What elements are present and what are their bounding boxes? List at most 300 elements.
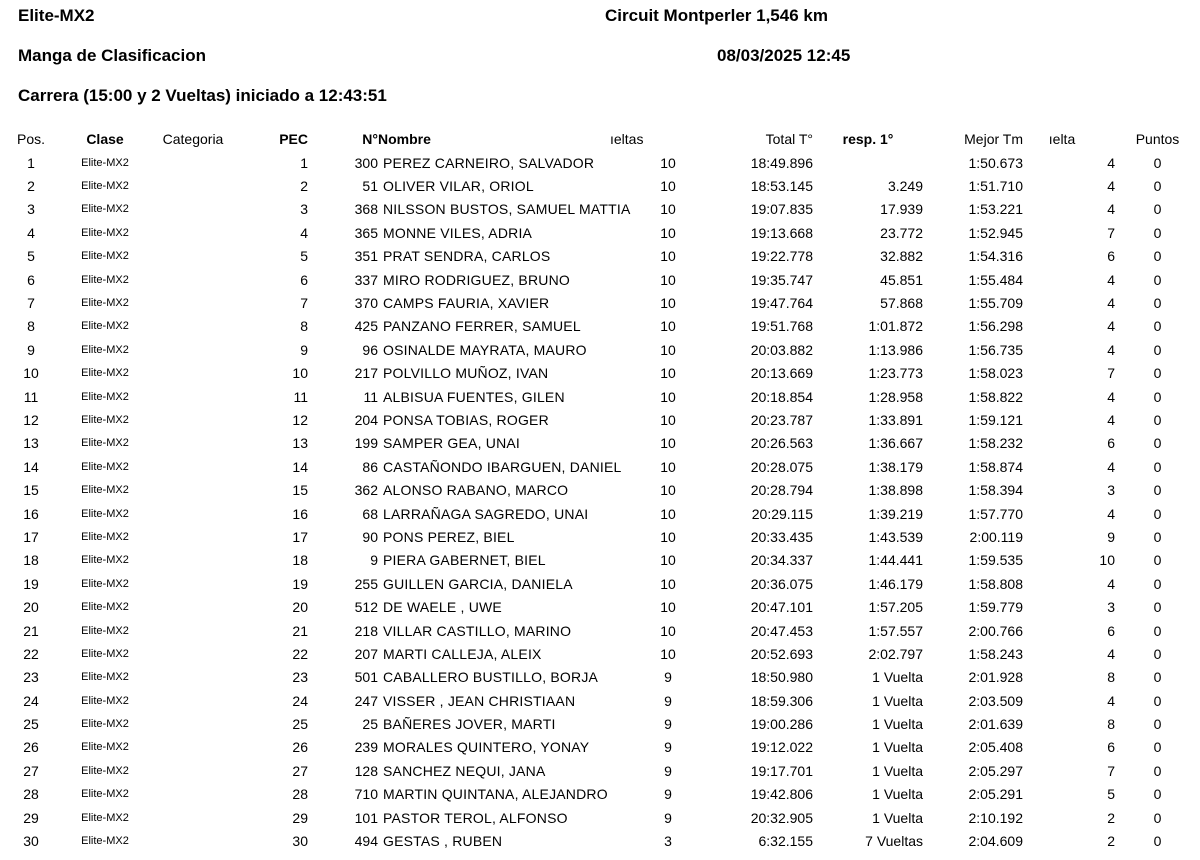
cell-resp: 32.882: [880, 248, 923, 265]
cell-clase: Elite-MX2: [81, 624, 129, 637]
cell-nombre: POLVILLO MUÑOZ, IVAN: [383, 365, 549, 382]
cell-vueltas: 10: [660, 599, 676, 616]
col-header-pec: PEC: [279, 131, 308, 147]
cell-pec: 23: [292, 669, 308, 686]
cell-pos: 17: [23, 528, 39, 545]
cell-vueltas: 10: [660, 224, 676, 241]
table-row: [0, 174, 1200, 197]
cell-puntos: 0: [1153, 762, 1162, 779]
cell-nombre: VISSER , JEAN CHRISTIAAN: [383, 692, 576, 709]
cell-vueltas: 9: [664, 692, 672, 709]
circuit-name: Circuit Montperler 1,546 km: [605, 6, 828, 25]
cell-clase: Elite-MX2: [81, 577, 129, 590]
cell-mejor: 1:55.709: [968, 295, 1023, 312]
cell-vuelta: 4: [1107, 341, 1115, 358]
cell-num: 710: [354, 786, 378, 803]
cell-resp: 3.249: [887, 178, 923, 195]
cell-puntos: 0: [1153, 645, 1162, 662]
cell-pos: 14: [23, 458, 39, 475]
table-row: [0, 759, 1200, 782]
cell-vueltas: 9: [664, 669, 672, 686]
cell-vuelta: 4: [1107, 201, 1115, 218]
table-row: [0, 362, 1200, 385]
table-row: [0, 549, 1200, 572]
cell-total: 20:13.669: [750, 365, 813, 382]
cell-puntos: 0: [1153, 318, 1162, 335]
cell-pos: 7: [27, 295, 35, 312]
cell-num: 204: [354, 411, 378, 428]
cell-puntos: 0: [1153, 786, 1162, 803]
table-row: [0, 736, 1200, 759]
cell-total: 18:59.306: [750, 692, 813, 709]
cell-vuelta: 2: [1107, 809, 1115, 826]
cell-puntos: 0: [1153, 833, 1162, 850]
cell-vueltas: 10: [660, 528, 676, 545]
cell-vueltas: 10: [660, 388, 676, 405]
cell-vueltas: 10: [660, 341, 676, 358]
session-name: Manga de Clasificacion: [18, 46, 206, 65]
cell-vueltas: 10: [660, 622, 676, 639]
cell-vueltas: 9: [664, 786, 672, 803]
cell-vueltas: 10: [660, 248, 676, 265]
cell-puntos: 0: [1153, 505, 1162, 522]
cell-total: 20:32.905: [750, 809, 813, 826]
cell-vuelta: 4: [1107, 575, 1115, 592]
cell-num: 368: [354, 201, 378, 218]
cell-total: 20:47.453: [750, 622, 813, 639]
cell-nombre: CASTAÑONDO IBARGUEN, DANIEL: [383, 458, 622, 475]
cell-resp: 57.868: [880, 295, 923, 312]
cell-puntos: 0: [1153, 809, 1162, 826]
cell-resp: 1 Vuelta: [872, 786, 923, 803]
cell-num: 300: [354, 154, 378, 171]
cell-resp: 1:57.557: [868, 622, 923, 639]
cell-clase: Elite-MX2: [81, 203, 129, 216]
cell-vueltas: 10: [660, 318, 676, 335]
table-row: [0, 806, 1200, 829]
cell-resp: 1 Vuelta: [872, 692, 923, 709]
cell-mejor: 1:58.874: [968, 458, 1023, 475]
cell-resp: 45.851: [880, 271, 923, 288]
cell-nombre: PRAT SENDRA, CARLOS: [383, 248, 551, 265]
cell-categoria: [148, 689, 238, 712]
cell-resp: 1 Vuelta: [872, 716, 923, 733]
cell-vueltas: 10: [660, 154, 676, 171]
cell-nombre: GESTAS , RUBEN: [383, 833, 503, 850]
cell-vuelta: 6: [1107, 435, 1115, 452]
cell-vueltas: 10: [660, 178, 676, 195]
cell-total: 20:34.337: [750, 552, 813, 569]
cell-total: 20:33.435: [750, 528, 813, 545]
cell-pos: 25: [23, 716, 39, 733]
cell-pec: 10: [292, 365, 308, 382]
table-row: [0, 525, 1200, 548]
cell-clase: Elite-MX2: [81, 835, 129, 848]
cell-total: 20:23.787: [750, 411, 813, 428]
cell-mejor: 1:58.394: [968, 482, 1023, 499]
cell-mejor: 1:50.673: [968, 154, 1023, 171]
cell-pec: 25: [292, 716, 308, 733]
table-row: [0, 712, 1200, 735]
cell-num: 247: [354, 692, 378, 709]
table-row: [0, 245, 1200, 268]
cell-clase: Elite-MX2: [81, 741, 129, 754]
results-body: [0, 151, 1200, 853]
cell-pos: 6: [27, 271, 35, 288]
cell-categoria: [148, 502, 238, 525]
cell-num: 11: [363, 388, 378, 405]
cell-pos: 1: [27, 154, 35, 171]
cell-total: 6:32.155: [758, 833, 813, 850]
cell-resp: 7 Vueltas: [865, 833, 923, 850]
cell-vuelta: 3: [1107, 599, 1115, 616]
cell-num: 96: [362, 341, 378, 358]
cell-num: 362: [354, 482, 378, 499]
cell-total: 19:51.768: [750, 318, 813, 335]
cell-pos: 24: [23, 692, 39, 709]
cell-pos: 23: [23, 669, 39, 686]
cell-puntos: 0: [1153, 739, 1162, 756]
cell-pos: 8: [27, 318, 35, 335]
cell-mejor: 1:56.735: [968, 341, 1023, 358]
cell-resp: 1 Vuelta: [872, 762, 923, 779]
cell-num: 207: [354, 645, 378, 662]
cell-categoria: [148, 245, 238, 268]
table-row: [0, 408, 1200, 431]
cell-vuelta: 4: [1107, 295, 1115, 312]
cell-pec: 4: [300, 224, 308, 241]
cell-clase: Elite-MX2: [81, 226, 129, 239]
cell-vuelta: 6: [1107, 739, 1115, 756]
cell-mejor: 1:53.221: [968, 201, 1023, 218]
cell-pos: 27: [23, 762, 39, 779]
cell-total: 19:47.764: [750, 295, 813, 312]
cell-num: 494: [354, 833, 378, 850]
cell-pec: 21: [292, 622, 308, 639]
cell-num: 25: [362, 716, 378, 733]
cell-num: 86: [362, 458, 378, 475]
cell-total: 20:28.075: [750, 458, 813, 475]
cell-vueltas: 10: [660, 505, 676, 522]
cell-nombre: MARTI CALLEJA, ALEIX: [383, 645, 542, 662]
cell-pec: 1: [300, 154, 308, 171]
cell-resp: 17.939: [880, 201, 923, 218]
cell-total: 20:52.693: [750, 645, 813, 662]
cell-puntos: 0: [1153, 435, 1162, 452]
cell-num: 425: [354, 318, 378, 335]
results-table: [0, 127, 1200, 853]
cell-clase: Elite-MX2: [81, 788, 129, 801]
cell-clase: Elite-MX2: [81, 320, 129, 333]
cell-mejor: 1:59.535: [968, 552, 1023, 569]
cell-resp: 1:28.958: [868, 388, 923, 405]
cell-puntos: 0: [1153, 178, 1162, 195]
cell-vuelta: 4: [1107, 388, 1115, 405]
cell-num: 90: [362, 528, 378, 545]
cell-pec: 15: [292, 482, 308, 499]
cell-clase: Elite-MX2: [81, 764, 129, 777]
cell-vueltas: 10: [660, 365, 676, 382]
cell-pos: 10: [23, 365, 39, 382]
cell-puntos: 0: [1153, 295, 1162, 312]
cell-num: 51: [362, 178, 378, 195]
cell-nombre: LARRAÑAGA SAGREDO, UNAI: [383, 505, 589, 522]
col-header-vuelta: ıelta: [1048, 131, 1076, 147]
cell-pos: 15: [23, 482, 39, 499]
cell-pec: 7: [300, 295, 308, 312]
event-name: Elite-MX2: [18, 6, 95, 25]
cell-resp: 23.772: [880, 224, 923, 241]
cell-categoria: [148, 666, 238, 689]
table-row: [0, 455, 1200, 478]
cell-categoria: [148, 806, 238, 829]
cell-pec: 3: [300, 201, 308, 218]
cell-vueltas: 10: [660, 295, 676, 312]
cell-vueltas: 9: [664, 739, 672, 756]
cell-nombre: PONSA TOBIAS, ROGER: [383, 411, 549, 428]
cell-resp: 1:33.891: [868, 411, 923, 428]
cell-num: 128: [354, 762, 378, 779]
cell-categoria: [148, 221, 238, 244]
cell-vuelta: 7: [1107, 762, 1115, 779]
cell-mejor: 2:10.192: [968, 809, 1023, 826]
table-row: [0, 338, 1200, 361]
cell-pos: 5: [27, 248, 35, 265]
cell-num: 337: [354, 271, 378, 288]
table-row: [0, 268, 1200, 291]
cell-clase: Elite-MX2: [81, 647, 129, 660]
cell-vueltas: 10: [660, 201, 676, 218]
cell-clase: Elite-MX2: [81, 811, 129, 824]
cell-num: 101: [354, 809, 378, 826]
cell-mejor: 2:05.297: [968, 762, 1023, 779]
cell-pec: 26: [292, 739, 308, 756]
cell-vueltas: 3: [664, 833, 672, 850]
cell-pec: 8: [300, 318, 308, 335]
cell-nombre: SAMPER GEA, UNAI: [383, 435, 521, 452]
cell-total: 20:28.794: [750, 482, 813, 499]
table-row: [0, 315, 1200, 338]
cell-puntos: 0: [1153, 692, 1162, 709]
cell-categoria: [148, 736, 238, 759]
cell-num: 370: [354, 295, 378, 312]
cell-vuelta: 5: [1107, 786, 1115, 803]
cell-vuelta: 8: [1107, 669, 1115, 686]
cell-resp: 1 Vuelta: [872, 809, 923, 826]
cell-vueltas: 10: [660, 411, 676, 428]
cell-total: 19:12.022: [750, 739, 813, 756]
table-row: [0, 619, 1200, 642]
cell-vuelta: 10: [1099, 552, 1115, 569]
cell-pos: 3: [27, 201, 35, 218]
cell-pos: 16: [23, 505, 39, 522]
cell-num: 351: [354, 248, 378, 265]
cell-puntos: 0: [1153, 248, 1162, 265]
cell-mejor: 2:05.408: [968, 739, 1023, 756]
cell-vuelta: 4: [1107, 271, 1115, 288]
cell-resp: 1:38.898: [868, 482, 923, 499]
cell-total: 19:00.286: [750, 716, 813, 733]
cell-mejor: 1:59.779: [968, 599, 1023, 616]
cell-mejor: 1:56.298: [968, 318, 1023, 335]
cell-mejor: 1:58.023: [968, 365, 1023, 382]
cell-resp: 1:57.205: [868, 599, 923, 616]
cell-puntos: 0: [1153, 224, 1162, 241]
table-row: [0, 689, 1200, 712]
cell-puntos: 0: [1153, 271, 1162, 288]
cell-categoria: [148, 783, 238, 806]
cell-pec: 13: [292, 435, 308, 452]
cell-nombre: PASTOR TEROL, ALFONSO: [383, 809, 568, 826]
cell-pos: 18: [23, 552, 39, 569]
cell-mejor: 2:05.291: [968, 786, 1023, 803]
cell-nombre: VILLAR CASTILLO, MARINO: [383, 622, 572, 639]
cell-puntos: 0: [1153, 154, 1162, 171]
cell-categoria: [148, 291, 238, 314]
cell-num: 199: [354, 435, 378, 452]
cell-categoria: [148, 338, 238, 361]
cell-nombre: ALBISUA FUENTES, GILEN: [383, 388, 565, 405]
cell-total: 19:07.835: [750, 201, 813, 218]
cell-nombre: MONNE VILES, ADRIA: [383, 224, 533, 241]
cell-clase: Elite-MX2: [81, 460, 129, 473]
cell-total: 19:35.747: [750, 271, 813, 288]
cell-puntos: 0: [1153, 341, 1162, 358]
table-row: [0, 595, 1200, 618]
cell-pec: 18: [292, 552, 308, 569]
cell-mejor: 2:00.766: [968, 622, 1023, 639]
cell-vuelta: 3: [1107, 482, 1115, 499]
cell-categoria: [148, 478, 238, 501]
cell-pos: 26: [23, 739, 39, 756]
cell-vuelta: 4: [1107, 458, 1115, 475]
cell-resp: 1:38.179: [868, 458, 923, 475]
table-row: [0, 432, 1200, 455]
cell-num: 512: [354, 599, 378, 616]
cell-total: 20:26.563: [750, 435, 813, 452]
cell-mejor: 1:55.484: [968, 271, 1023, 288]
cell-clase: Elite-MX2: [81, 718, 129, 731]
cell-nombre: PIERA GABERNET, BIEL: [383, 552, 546, 569]
cell-pec: 28: [292, 786, 308, 803]
cell-clase: Elite-MX2: [81, 250, 129, 263]
cell-total: 19:17.701: [750, 762, 813, 779]
cell-pos: 22: [23, 645, 39, 662]
cell-total: 20:36.075: [750, 575, 813, 592]
cell-pec: 6: [300, 271, 308, 288]
cell-total: 20:03.882: [750, 341, 813, 358]
table-row: [0, 151, 1200, 174]
cell-total: 20:47.101: [750, 599, 813, 616]
cell-categoria: [148, 642, 238, 665]
cell-pos: 29: [23, 809, 39, 826]
cell-puntos: 0: [1153, 716, 1162, 733]
col-header-mejor: Mejor Tm: [964, 131, 1023, 147]
cell-clase: Elite-MX2: [81, 694, 129, 707]
cell-vuelta: 4: [1107, 645, 1115, 662]
col-header-total: Total T°: [765, 131, 813, 147]
cell-pec: 14: [292, 458, 308, 475]
cell-pec: 20: [292, 599, 308, 616]
cell-puntos: 0: [1153, 552, 1162, 569]
cell-pec: 19: [292, 575, 308, 592]
cell-nombre: DE WAELE , UWE: [383, 599, 502, 616]
cell-nombre: PANZANO FERRER, SAMUEL: [383, 318, 581, 335]
cell-clase: Elite-MX2: [81, 367, 129, 380]
cell-vueltas: 10: [660, 435, 676, 452]
cell-categoria: [148, 455, 238, 478]
cell-resp: 1 Vuelta: [872, 669, 923, 686]
cell-clase: Elite-MX2: [81, 484, 129, 497]
cell-num: 9: [370, 552, 378, 569]
cell-clase: Elite-MX2: [81, 507, 129, 520]
cell-pos: 4: [27, 224, 35, 241]
cell-total: 18:53.145: [750, 178, 813, 195]
cell-categoria: [148, 151, 238, 174]
cell-resp: 1 Vuelta: [872, 739, 923, 756]
cell-pos: 9: [27, 341, 35, 358]
cell-puntos: 0: [1153, 669, 1162, 686]
cell-nombre: OSINALDE MAYRATA, MAURO: [383, 341, 587, 358]
cell-vuelta: 8: [1107, 716, 1115, 733]
cell-pec: 24: [292, 692, 308, 709]
cell-vuelta: 4: [1107, 178, 1115, 195]
cell-total: 18:50.980: [750, 669, 813, 686]
cell-nombre: SANCHEZ NEQUI, JANA: [383, 762, 546, 779]
cell-resp: 1:46.179: [868, 575, 923, 592]
cell-mejor: 2:01.639: [968, 716, 1023, 733]
cell-categoria: [148, 174, 238, 197]
cell-pos: 2: [27, 178, 35, 195]
cell-puntos: 0: [1153, 458, 1162, 475]
cell-mejor: 1:58.808: [968, 575, 1023, 592]
cell-categoria: [148, 759, 238, 782]
cell-clase: Elite-MX2: [81, 390, 129, 403]
table-row: [0, 572, 1200, 595]
cell-vueltas: 9: [664, 716, 672, 733]
col-header-puntos: Puntos: [1135, 131, 1180, 147]
cell-vuelta: 4: [1107, 318, 1115, 335]
cell-pos: 12: [23, 411, 39, 428]
col-header-categoria: Categoria: [162, 131, 224, 147]
cell-num: 255: [354, 575, 378, 592]
cell-vueltas: 10: [660, 482, 676, 499]
cell-pos: 28: [23, 786, 39, 803]
cell-categoria: [148, 572, 238, 595]
col-header-num: N°: [362, 131, 378, 147]
cell-clase: Elite-MX2: [81, 180, 129, 193]
table-row: [0, 385, 1200, 408]
cell-vuelta: 4: [1107, 411, 1115, 428]
cell-pec: 2: [300, 178, 308, 195]
cell-vuelta: 2: [1107, 833, 1115, 850]
cell-pec: 29: [292, 809, 308, 826]
cell-total: 18:49.896: [750, 154, 813, 171]
cell-puntos: 0: [1153, 528, 1162, 545]
cell-clase: Elite-MX2: [81, 554, 129, 567]
cell-resp: 1:23.773: [868, 365, 923, 382]
cell-vueltas: 10: [660, 645, 676, 662]
cell-categoria: [148, 432, 238, 455]
cell-mejor: 1:58.243: [968, 645, 1023, 662]
cell-clase: Elite-MX2: [81, 601, 129, 614]
cell-pos: 20: [23, 599, 39, 616]
cell-resp: [813, 151, 923, 174]
cell-resp: 1:39.219: [868, 505, 923, 522]
cell-num: 239: [354, 739, 378, 756]
cell-nombre: PONS PEREZ, BIEL: [383, 528, 515, 545]
table-row: [0, 642, 1200, 665]
